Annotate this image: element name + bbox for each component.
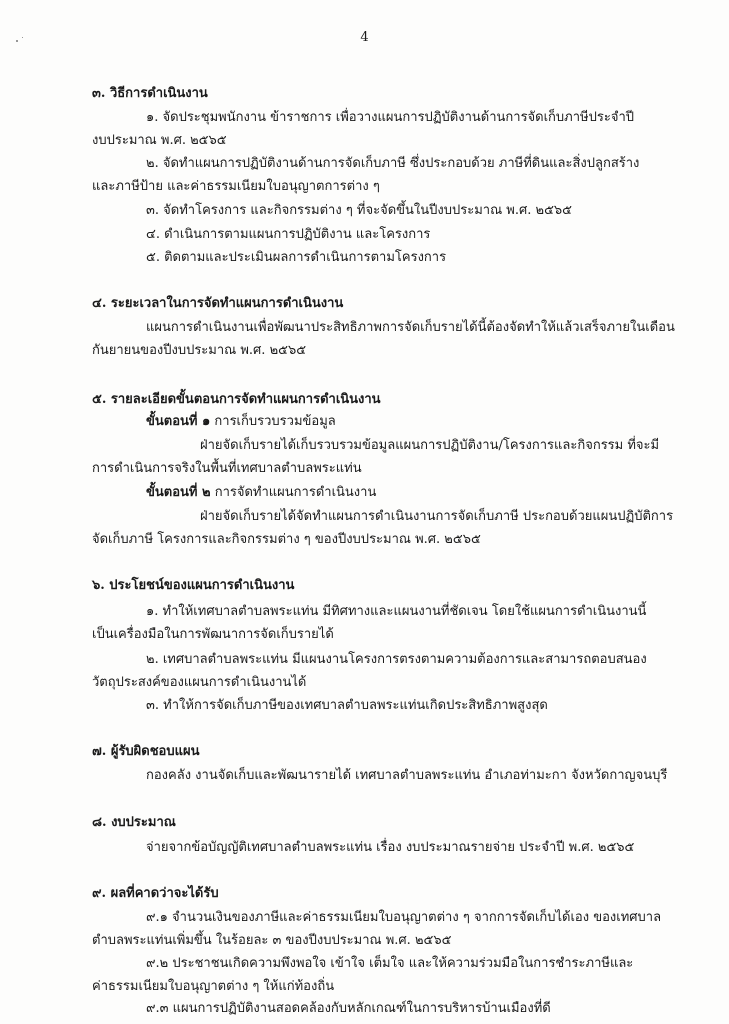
section-4-heading: ๔. ระยะเวลาในการจัดทำแผนการดำเนินงาน (92, 296, 344, 311)
section-6-heading: ๖. ประโยชน์ของแผนการดำเนินงาน (92, 578, 295, 593)
step-1 (146, 414, 336, 430)
s4-paragraph-cont: กันยายนของปีงบประมาณ พ.ศ. ๒๕๖๕ (92, 343, 307, 358)
step-2-text: ฝ่ายจัดเก็บรายได้จัดทำแผนการดำเนินงานการจัดเก็บภาษี ประกอบด้วยแผนปฏิบัติการ (200, 509, 674, 524)
s6-item-2: ๒. เทศบาลตำบลพระแท่น มีแผนงานโครงการตรงตามความต้องการและสามารถตอบสนอง (146, 652, 647, 667)
step-2-title: การจัดทำแผนการดำเนินงาน (214, 485, 377, 500)
s3-item-1: ๑. จัดประชุมพนักงาน ข้าราชการ เพื่อวางแผนการปฏิบัติงานด้านการจัดเก็บภาษีประจำปี (146, 110, 635, 125)
s9-item-3: ๙.๓ แผนการปฏิบัติงานสอดคล้องกับหลักเกณฑ์ในการบริหารบ้านเมืองที่ดี (146, 1001, 551, 1016)
s8-paragraph: จ่ายจากข้อบัญญัติเทศบาลตำบลพระแท่น เรื่อง งบประมาณรายจ่าย ประจำปี พ.ศ. ๒๕๖๕ (146, 840, 635, 855)
s9-item-1-cont: ตำบลพระแท่นเพิ่มขึ้น ในร้อยละ ๓ ของปีงบประมาณ พ.ศ. ๒๕๖๕ (92, 933, 452, 948)
s9-item-1: ๙.๑ จำนวนเงินของภาษีและค่าธรรมเนียมใบอนุญาตต่าง ๆ จากการจัดเก็บได้เอง ของเทศบาล (146, 910, 662, 925)
s3-item-5: ๕. ติดตามและประเมินผลการดำเนินการตามโครงการ (146, 250, 447, 265)
step-1-text: ฝ่ายจัดเก็บรายได้เก็บรวบรวมข้อมูลแผนการปฏิบัติงาน/โครงการและกิจกรรม ที่จะมี (200, 438, 660, 453)
step-1-title: การเก็บรวบรวมข้อมูล (214, 414, 336, 429)
step-2-label: ขั้นตอนที่ ๒ (146, 485, 211, 500)
step-2-text-cont: จัดเก็บภาษี โครงการและกิจกรรมต่าง ๆ ของปีงบประมาณ พ.ศ. ๒๕๖๕ (92, 532, 481, 547)
step-2 (146, 485, 376, 501)
step-1-text-cont: การดำเนินการจริงในพื้นที่เทศบาลตำบลพระแท่น (92, 461, 362, 476)
s4-paragraph: แผนการดำเนินงานเพื่อพัฒนาประสิทธิภาพการจัดเก็บรายได้นี้ต้องจัดทำให้แล้วเสร็จภายในเดือน (146, 320, 675, 335)
section-5-heading: ๕. รายละเอียดขั้นตอนการจัดทำแผนการดำเนินงาน (92, 392, 381, 407)
s7-paragraph: กองคลัง งานจัดเก็บและพัฒนารายได้ เทศบาลตำบลพระแท่น อำเภอท่ามะกา จังหวัดกาญจนบุรี (146, 768, 668, 783)
section-3-heading: ๓. วิธีการดำเนินงาน (92, 86, 208, 101)
s6-item-1-cont: เป็นเครื่องมือในการพัฒนาการจัดเก็บรายได้ (92, 627, 334, 642)
step-1-label: ขั้นตอนที่ ๑ (146, 414, 211, 429)
s9-item-2: ๙.๒ ประชาชนเกิดความพึงพอใจ เข้าใจ เต็มใจ และให้ความร่วมมือในการชำระภาษีและ (146, 956, 634, 971)
section-7-heading: ๗. ผู้รับผิดชอบแผน (92, 744, 200, 759)
s6-item-1: ๑. ทำให้เทศบาลตำบลพระแท่น มีทิศทางและแผนงานที่ชัดเจน โดยใช้แผนการดำเนินงานนี้ (146, 604, 647, 619)
s3-item-3: ๓. จัดทำโครงการ และกิจกรรมต่าง ๆ ที่จะจัดขึ้นในปีงบประมาณ พ.ศ. ๒๕๖๕ (146, 203, 573, 218)
section-8-heading: ๘. งบประมาณ (92, 815, 176, 830)
s6-item-2-cont: วัตถุประสงค์ของแผนการดำเนินงานได้ (92, 675, 307, 690)
s3-item-1-cont: งบประมาณ พ.ศ. ๒๕๖๕ (92, 133, 227, 148)
section-9-heading: ๙. ผลที่คาดว่าจะได้รับ (92, 886, 219, 901)
s3-item-2-cont: และภาษีป้าย และค่าธรรมเนียมใบอนุญาตการต่าง ๆ (92, 179, 380, 194)
s6-item-3: ๓. ทำให้การจัดเก็บภาษีของเทศบาลตำบลพระแท่นเกิดประสิทธิภาพสูงสุด (146, 698, 548, 713)
s3-item-2: ๒. จัดทำแผนการปฏิบัติงานด้านการจัดเก็บภาษี ซึ่งประกอบด้วย ภาษีที่ดินและสิ่งปลูกสร้าง (146, 156, 640, 171)
page-number: 4 (360, 30, 369, 45)
s3-item-4: ๔. ดำเนินการตามแผนการปฏิบัติงาน และโครงการ (146, 227, 431, 242)
s9-item-2-cont: ค่าธรรมเนียมใบอนุญาตต่าง ๆ ให้แก่ท้องถิ่น (92, 979, 335, 994)
